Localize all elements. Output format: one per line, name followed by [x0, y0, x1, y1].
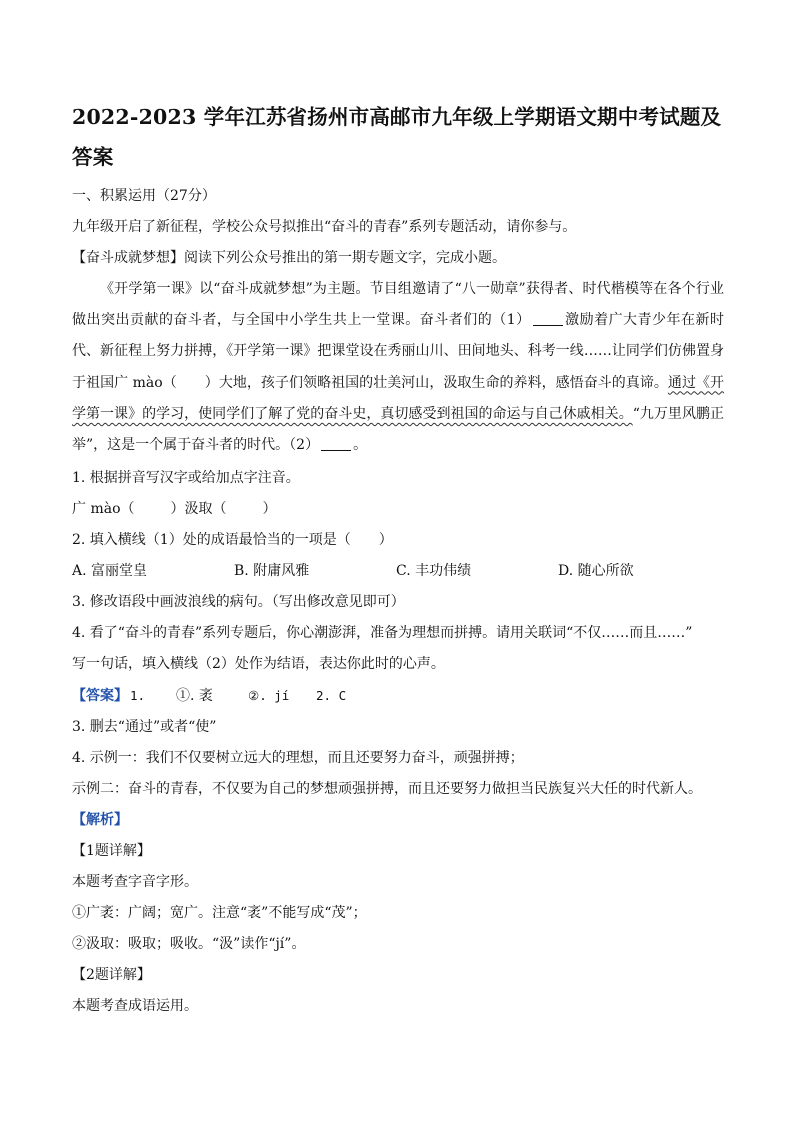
answer-2: 2. C — [316, 688, 347, 703]
answer-1-part-1: ①. 袤 — [176, 688, 213, 704]
question-3: 3. 修改语段中画波浪线的病句。（写出修改意见即可） — [72, 594, 405, 610]
analysis-q1-line-2: ①广袤：广阔；宽广。注意“袤”不能写成“茂”； — [72, 905, 367, 921]
analysis-label: 【解析】 — [72, 812, 128, 828]
answer-1: 1. — [130, 688, 146, 703]
section-intro: 九年级开启了新征程，学校公众号拟推出“奋斗的青春”系列专题活动，请你参与。 — [72, 219, 577, 235]
section-heading: 一、积累运用（27分） — [72, 188, 216, 204]
document-title-line-1: 2022-2023 学年江苏省扬州市高邮市九年级上学期语文期中考试题及 — [72, 105, 722, 129]
answer-row — [72, 686, 732, 706]
q1-sub-b: ）汲取（ — [170, 501, 227, 517]
section-task: 【奋斗成就梦想】阅读下列公众号推出的第一期专题文字，完成小题。 — [72, 250, 506, 266]
passage-text-2: 激励着广大青少年在新时代、新征程上努力拼搏，《开学第一课》把课堂设在秀丽山川、田间地头、科考一线……让同学们仿佛置身于祖国广 mào（ ）大地，孩子们领略祖国的壮美河山，汲取生命的养料，感悟奋斗的真谛。 — [72, 312, 725, 391]
analysis-q1-heading: 【1题详解】 — [72, 843, 151, 859]
passage-text-4: 。 — [353, 437, 368, 454]
answer-4-example-1: 4. 示例一：我们不仅要树立远大的理想，而且还要努力奋斗，顽强拼搏； — [72, 750, 524, 766]
analysis-q2-heading: 【2题详解】 — [72, 967, 151, 983]
option-a: A. 富丽堂皇 — [72, 563, 148, 579]
option-b: B. 附庸风雅 — [234, 563, 310, 579]
analysis-q2-line-1: 本题考查成语运用。 — [72, 998, 198, 1014]
question-2: 2. 填入横线（1）处的成语最恰当的一项是（ ） — [72, 532, 393, 548]
answer-1-part-2: ②. jí — [248, 688, 290, 703]
wavy-underlined-sentence: 通过《开学第一课》的学习，使同学们了解了党的奋斗史，真切感受到祖国的命运与自己休戚相关。 — [72, 374, 725, 422]
passage-text-1: 《开学第一课》以“奋斗成就梦想”为主题。节目组邀请了“八一勋章”获得者、时代楷模等在各个行业做出突出贡献的奋斗者，与全国中小学生共上一堂课。奋斗者们的（1） — [72, 281, 724, 329]
option-d: D. 随心所欲 — [558, 563, 634, 579]
answer-4-example-2: 示例二：奋斗的青春，不仅要为自己的梦想顽强拼搏，而且还要努力做担当民族复兴大任的时代新人。 — [72, 781, 702, 797]
reading-passage — [72, 274, 724, 461]
option-c: C. 丰功伟绩 — [396, 563, 472, 579]
analysis-q1-line-3: ②汲取：吸取；吸收。“汲”读作“jí”。 — [72, 936, 306, 952]
answer-label: 【答案】 — [72, 688, 128, 704]
q1-sub-c: ） — [262, 501, 277, 517]
q1-sub-a: 广 mào（ — [72, 501, 135, 517]
question-4-line-2: 写一句话，填入横线（2）处作为结语，表达你此时的心声。 — [72, 656, 445, 672]
question-2-options — [72, 561, 732, 581]
question-4-line-1: 4. 看了“奋斗的青春”系列专题后，你心潮澎湃，准备为理想而拼搏。请用关联词“不仅……而且……” — [72, 625, 693, 641]
answer-3: 3. 删去“通过”或者“使” — [72, 719, 217, 735]
blank-1 — [533, 311, 563, 326]
question-1-blanks — [72, 499, 732, 519]
blank-2 — [321, 436, 351, 451]
passage-text-3: “九万里风鹏正举”，这是一个属于奋斗者的时代。（2） — [72, 405, 724, 454]
question-1: 1. 根据拼音写汉字或给加点字注音。 — [72, 470, 300, 486]
analysis-q1-line-1: 本题考查字音字形。 — [72, 874, 198, 890]
document-title-line-2: 答案 — [72, 145, 114, 169]
